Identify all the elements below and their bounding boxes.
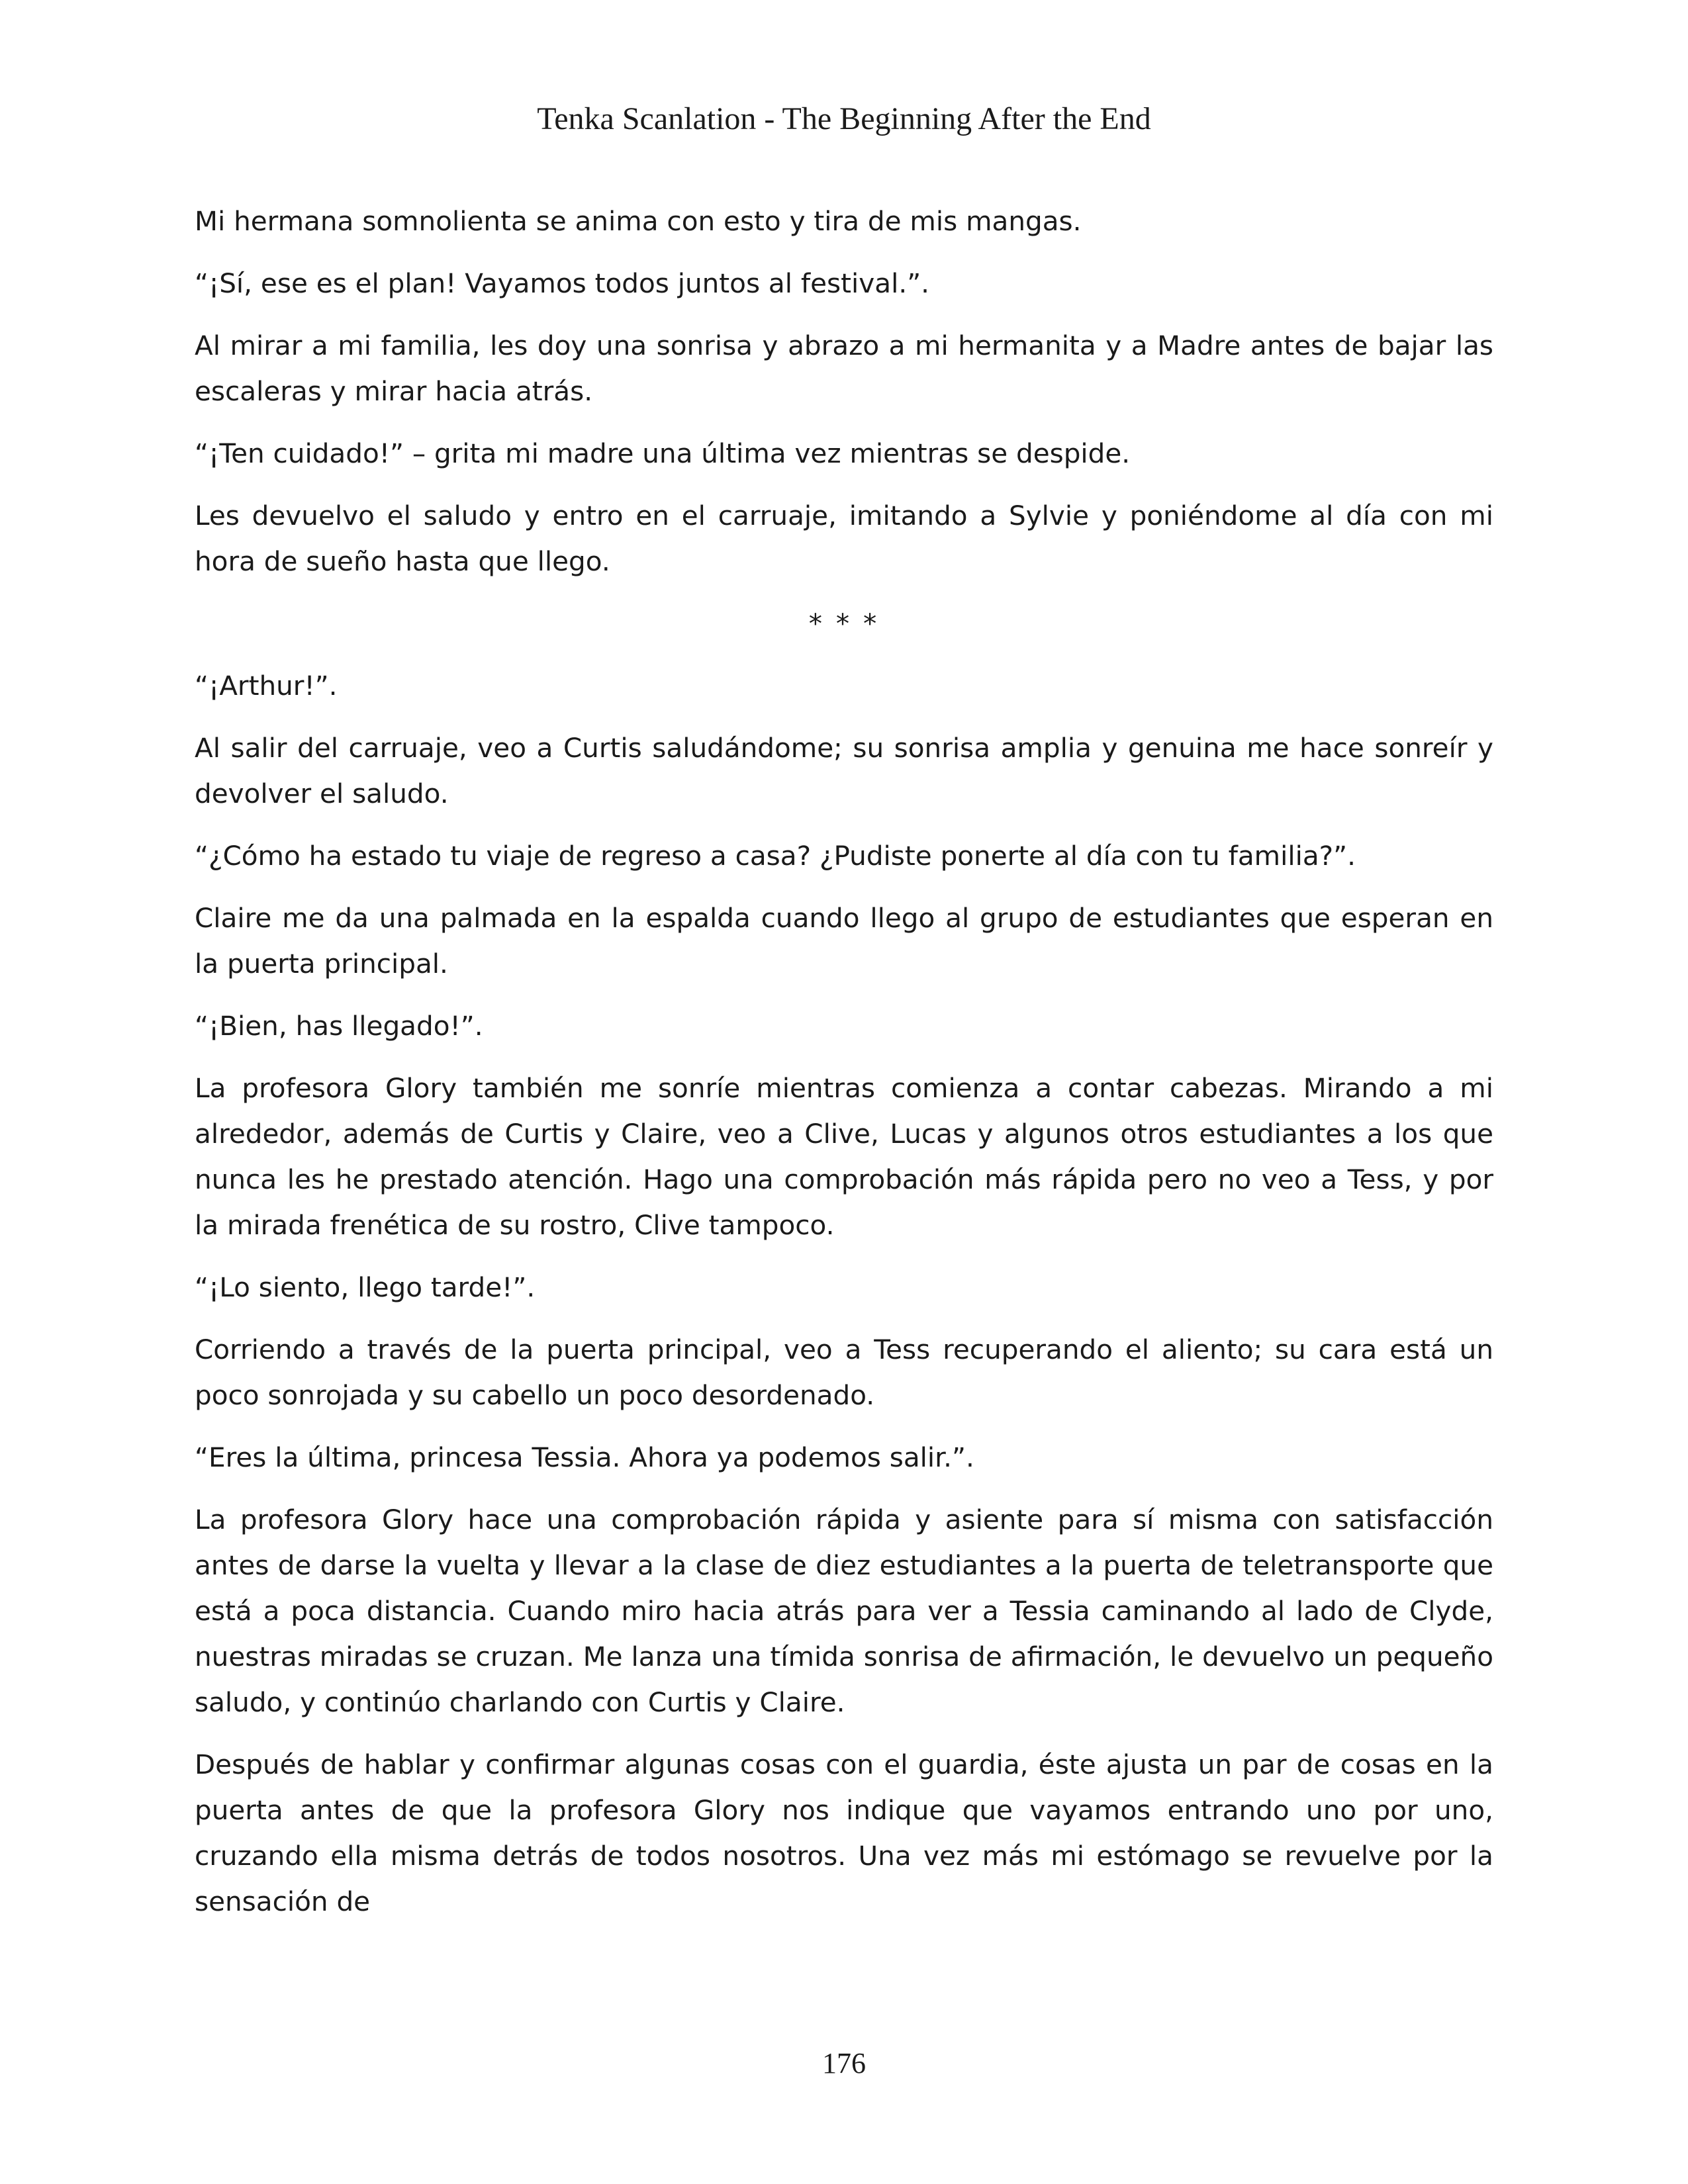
dialogue-paragraph: “¡Bien, has llegado!”.	[195, 1010, 483, 1042]
dialogue-paragraph: “¡Lo siento, llego tarde!”.	[195, 1271, 536, 1303]
paragraph: Les devuelvo el saludo y entro en el carruaje, imitando a Sylvie y poniéndome al día con mi hora de sueño hasta que llego.	[195, 500, 1493, 577]
paragraph: Claire me da una palmada en la espalda cuando llego al grupo de estudiantes que esperan en la puerta principal.	[195, 902, 1493, 979]
paragraph: Al mirar a mi familia, les doy una sonrisa y abrazo a mi hermanita y a Madre antes de bajar las escaleras y mirar hacia atrás.	[195, 330, 1493, 407]
paragraph: Corriendo a través de la puerta principal, veo a Tess recuperando el aliento; su cara está un poco sonrojada y su cabello un poco desordenado.	[195, 1334, 1493, 1411]
dialogue-paragraph: “¿Cómo ha estado tu viaje de regreso a casa? ¿Pudiste ponerte al día con tu familia?”.	[195, 840, 1356, 872]
paragraph: Después de hablar y confirmar algunas cosas con el guardia, éste ajusta un par de cosas en la puerta antes de que la profesora Glory nos indique que vayamos entrando uno por uno, cruzando ella misma detrás de todos nosotros. Una vez más mi estómago se revuelve por la sensación de	[195, 1749, 1493, 1917]
page-number: 176	[822, 2047, 866, 2079]
running-header: Tenka Scanlation - The Beginning After the End	[537, 101, 1151, 136]
paragraph: La profesora Glory también me sonríe mientras comienza a contar cabezas. Mirando a mi alrededor, además de Curtis y Claire, veo a Clive, Lucas y algunos otros estudiantes a los que nunca les he prestado atención. Hago una comprobación más rápida pero no veo a Tess, y por la mirada frenética de su rostro, Clive tampoco.	[195, 1072, 1493, 1241]
paragraph: Mi hermana somnolienta se anima con esto y tira de mis mangas.	[195, 205, 1082, 237]
dialogue-paragraph: “¡Arthur!”.	[195, 670, 338, 702]
body-text	[195, 199, 1493, 1941]
dialogue-paragraph: “¡Sí, ese es el plan! Vayamos todos juntos al festival.”.	[195, 267, 930, 299]
scene-separator: * * *	[808, 608, 880, 639]
dialogue-paragraph: “Eres la última, princesa Tessia. Ahora ya podemos salir.”.	[195, 1441, 974, 1473]
dialogue-paragraph: “¡Ten cuidado!” – grita mi madre una última vez mientras se despide.	[195, 437, 1131, 469]
paragraph: La profesora Glory hace una comprobación rápida y asiente para sí misma con satisfacción antes de darse la vuelta y llevar a la clase de diez estudiantes a la puerta de teletransporte que está a poca distancia. Cuando miro hacia atrás para ver a Tessia caminando al lado de Clyde, nuestras miradas se cruzan. Me lanza una tímida sonrisa de afirmación, le devuelvo un pequeño saludo, y continúo charlando con Curtis y Claire.	[195, 1504, 1493, 1718]
paragraph: Al salir del carruaje, veo a Curtis saludándome; su sonrisa amplia y genuina me hace sonreír y devolver el saludo.	[195, 732, 1493, 809]
